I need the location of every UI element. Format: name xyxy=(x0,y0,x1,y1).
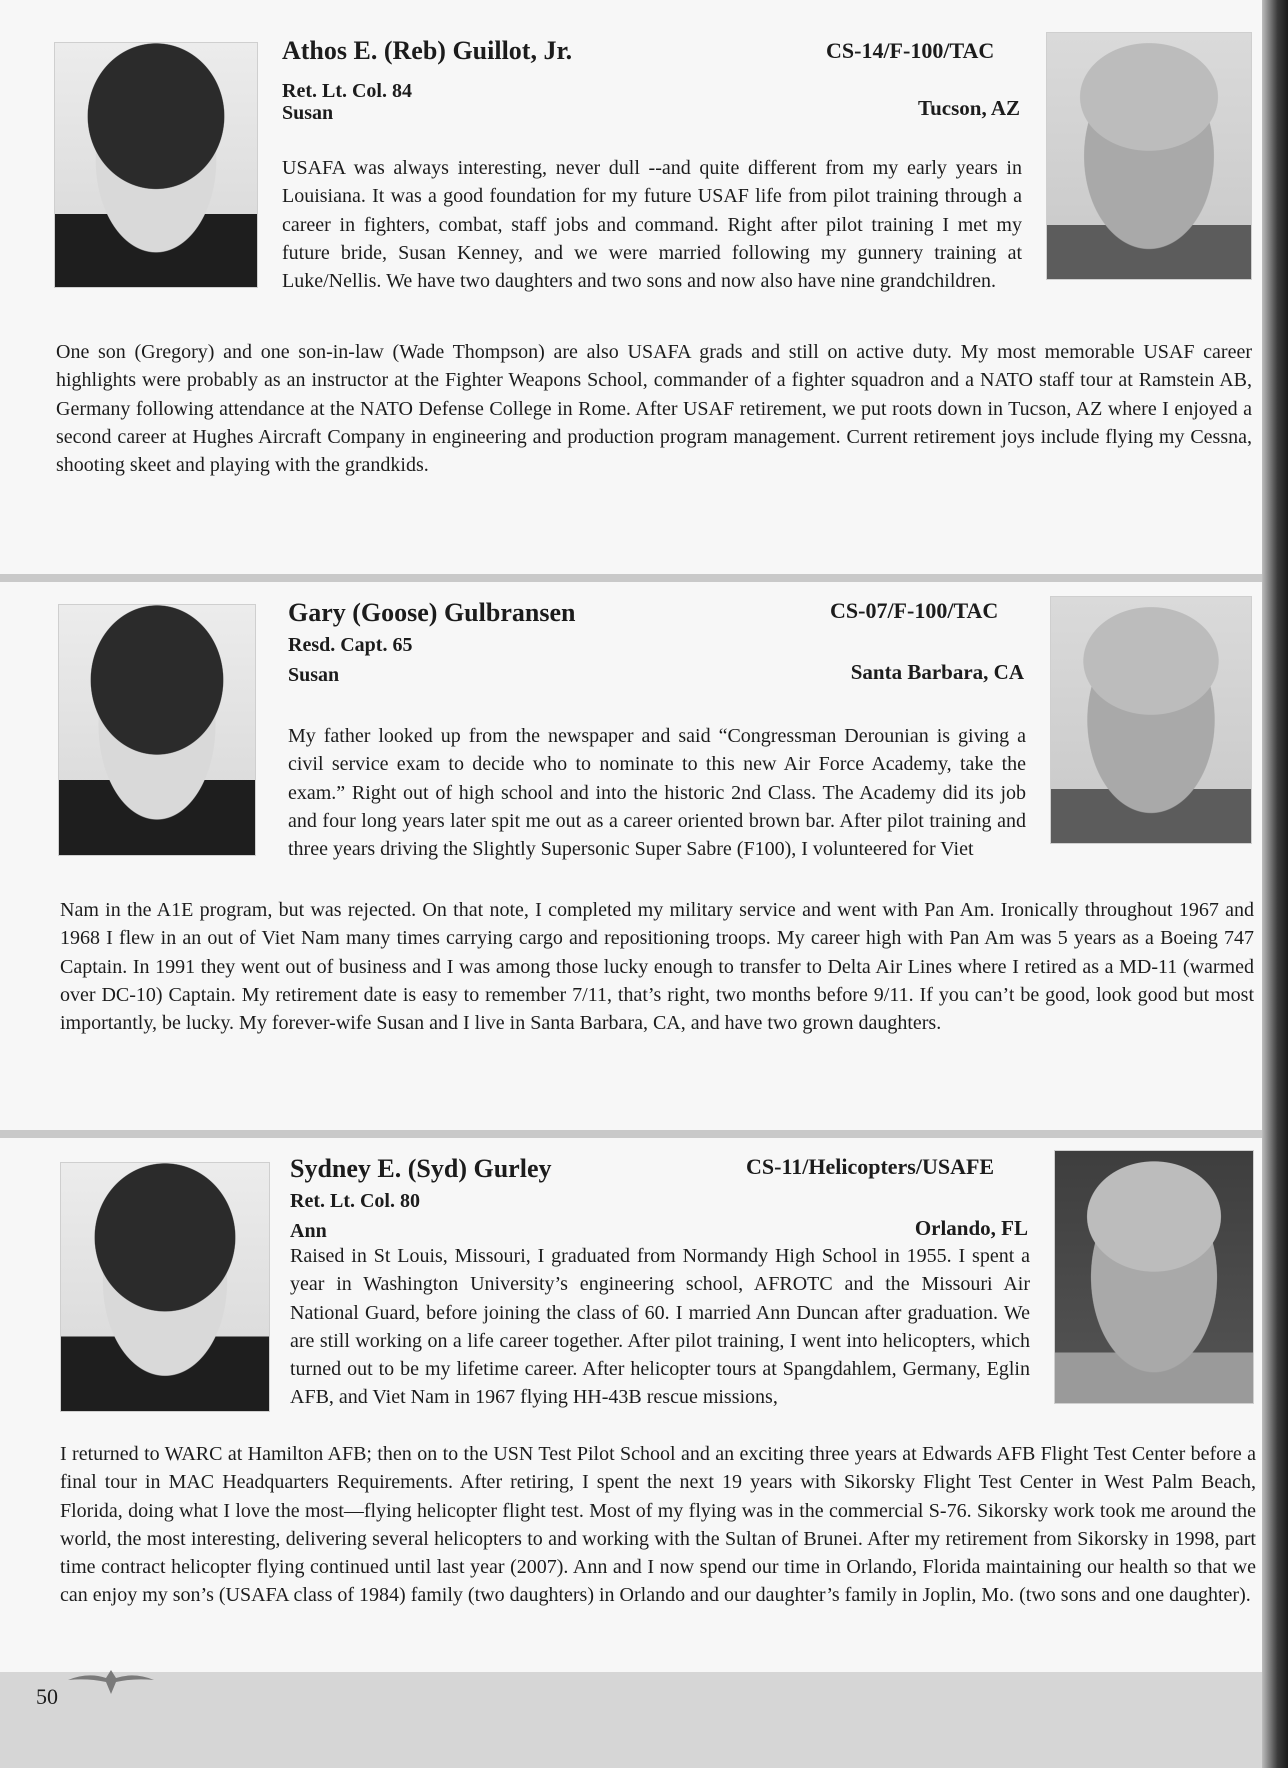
rank-label: Resd. Capt. 65 xyxy=(288,634,413,656)
location-label: Orlando, FL xyxy=(914,1216,1028,1240)
section-divider xyxy=(0,574,1262,582)
bio-body: Nam in the A1E program, but was rejected. On that note, I completed my military service and went with Pan Am. Ironically throughout 1967 and 1968 I flew in an out of Viet Nam many times carrying cargo and repositioning troops. My career high with Pan Am was 5 years as a Boeing 747 Captain. In 1991 they went out of business and I was among those lucky enough to transfer to Delta Air Lines where I retired as a MD-11 (warmed over DC-10) Captain. My retirement date is easy to remember 7/11, that’s right, two months before 9/11. If you can’t be good, look good but most importantly, be lucky. My forever-wife Susan and I live in Santa Barbara, CA, and have two grown daughters. xyxy=(60,899,1254,1035)
squadron-label: CS-11/Helicopters/USAFE xyxy=(746,1154,995,1179)
squadron-label: CS-07/F-100/TAC xyxy=(830,598,999,623)
book-spine-shadow xyxy=(1262,0,1288,1768)
spouse-name: Susan xyxy=(288,664,340,686)
squadron-label: CS-14/F-100/TAC xyxy=(826,38,995,63)
rank-label: Ret. Lt. Col. 80 xyxy=(290,1190,420,1212)
bio-intro: USAFA was always interesting, never dull --and quite different from my early years in Louisiana. It was a good foundation for my future USAF life from pilot training through a career in fighters, combat, staff jobs and command. Right after pilot training I met my future bride, Susan Kenney, and we were married following my gunnery training at Luke/Nellis. We have two daughters and two sons and now also have nine grandchildren. xyxy=(282,157,1022,293)
bio-intro: Raised in St Louis, Missouri, I graduated from Normandy High School in 1955. I spent a year in Washington University’s engineering school, AFROTC and the Missouri Air National Guard, before joining the class of 60. I married Ann Duncan after graduation. We are still working on a life career together. After pilot training, I went into helicopters, which turned out to be my lifetime career. After helicopter tours at Spangdahlem, Germany, Eglin AFB, and Viet Nam in 1967 flying HH-43B rescue missions, xyxy=(290,1245,1030,1409)
cadet-photo xyxy=(54,42,258,288)
person-name: Sydney E. (Syd) Gurley xyxy=(290,1154,552,1183)
bio-intro: My father looked up from the newspaper and said “Congressman Derounian is giving a civil service exam to decide who to nominate to this new Air Force Academy, take the exam.” Right out of high school and into the historic 2nd Class. The Academy did its job and four long years later spit me out as a career oriented brown bar. After pilot training and three years driving the Slightly Supersonic Super Sabre (F100), I volunteered for Viet xyxy=(288,725,1026,861)
current-photo xyxy=(1046,32,1252,280)
person-name: Gary (Goose) Gulbransen xyxy=(288,598,576,627)
rank-label: Ret. Lt. Col. 84 xyxy=(282,80,412,102)
bio-body: One son (Gregory) and one son-in-law (Wade Thompson) are also USAFA grads and still on active duty. My most memorable USAF career highlights were probably as an instructor at the Fighter Weapons School, commander of a fighter squadron and a NATO staff tour at Ramstein AB, Germany following attendance at the NATO Defense College in Rome. After USAF retirement, we put roots down in Tucson, AZ where I enjoyed a second career at Hughes Aircraft Company in engineering and production program management. Current retirement joys include flying my Cessna, shooting skeet and playing with the grandkids. xyxy=(56,341,1252,477)
person-name: Athos E. (Reb) Guillot, Jr. xyxy=(282,36,573,65)
current-photo xyxy=(1050,596,1252,844)
location-label: Tucson, AZ xyxy=(918,96,1020,120)
cadet-photo xyxy=(60,1162,270,1412)
bio-body: I returned to WARC at Hamilton AFB; then on to the USN Test Pilot School and an exciting three years at Edwards AFB Flight Test Center before a final tour in MAC Headquarters Requirements. After retiring, I spent the next 19 years with Sikorsky Flight Test Center in West Palm Beach, Florida, doing what I love the most—flying helicopter flight test. Most of my flying was in the commercial S-76. Sikorsky work took me around the world, the most interesting, delivering several helicopters to and working with the Sultan of Brunei. After my retirement from Sikorsky in 1998, part time contract helicopter flying continued until last year (2007). Ann and I now spend our time in Orlando, Florida maintaining our health so that we can enjoy my son’s (USAFA class of 1984) family (two daughters) in Orlando and our daughter’s family in Joplin, Mo. (two sons and one daughter). xyxy=(60,1443,1256,1607)
section-divider xyxy=(0,1130,1262,1138)
spouse-name: Ann xyxy=(290,1220,327,1242)
spouse-name: Susan xyxy=(282,102,334,124)
page-number: 50 xyxy=(36,1684,58,1709)
wings-emblem-icon xyxy=(66,1666,156,1696)
page-footer xyxy=(0,1672,1262,1768)
current-photo xyxy=(1054,1150,1254,1404)
location-label: Santa Barbara, CA xyxy=(850,660,1024,684)
cadet-photo xyxy=(58,604,256,856)
